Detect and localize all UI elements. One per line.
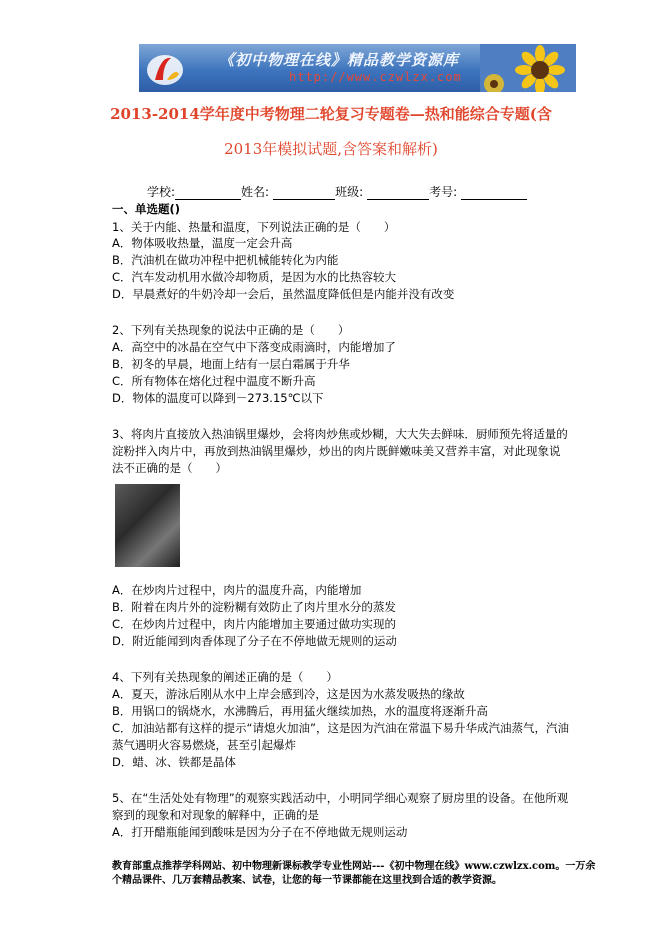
question-5-option-a: A．打开醋瓶能闻到酸味是因为分子在不停地做无规则运动 [112, 825, 408, 839]
question-3-option-d: D．附近能闻到肉香体现了分子在不停地做无规则的运动 [112, 634, 397, 648]
question-1-option-d: D．早晨煮好的牛奶冷却一会后，虽然温度降低但是内能并没有改变 [112, 287, 455, 301]
section-heading: 一、单选题() [112, 202, 181, 216]
banner-url[interactable]: http://www.czwlzx.com [289, 70, 462, 84]
question-5-stem-line2: 察到的现象和对现象的解释中，正确的是 [112, 808, 319, 822]
name-label: 姓名: [241, 185, 270, 199]
question-4-option-b: B．用锅口的锅烧水，水沸腾后，再用猛火继续加热，水的温度将逐渐升高 [112, 704, 488, 718]
footer-line1: 教育部重点推荐学科网站、初中物理新课标教学专业性网站---《初中物理在线》www.czwlzx.com。一万余 [112, 861, 596, 872]
sunflower-icon [480, 44, 576, 92]
question-2-option-c: C．所有物体在熔化过程中温度不断升高 [112, 374, 316, 388]
question-2-option-a: A．高空中的冰晶在空气中下落变成雨滴时，内能增加了 [112, 340, 396, 354]
question-5-stem-line1: 5、在“生活处处有物理”的观察实践活动中，小明同学细心观察了厨房里的设备。在他所观 [112, 791, 569, 805]
site-logo-icon [145, 50, 185, 88]
question-4-option-c: C．加油站都有这样的提示“请熄火加油”，这是因为汽油在常温下易升华成汽油蒸气，汽油 [112, 721, 569, 735]
question-1-option-c: C．汽车发动机用水做冷却物质，是因为水的比热容较大 [112, 270, 397, 284]
banner-title: 《初中物理在线》精品教学资源库 [219, 51, 460, 69]
question-3-option-b: B．附着在肉片外的淀粉糊有效防止了肉片里水分的蒸发 [112, 600, 396, 614]
question-4-stem: 4、下列有关热现象的阐述正确的是（ ） [112, 670, 338, 684]
footer-line2: 个精品课件、几万套精品教案、试卷，让您的每一节课都能在这里找到合适的教学资源。 [112, 875, 502, 886]
student-info-line [147, 183, 527, 200]
exam-no-field[interactable] [461, 187, 527, 200]
cooking-photo [115, 484, 180, 567]
doc-title-line2: 2013年模拟试题,含答案和解析) [224, 140, 438, 158]
question-2-option-b: B．初冬的早晨，地面上结有一层白霜属于升华 [112, 357, 350, 371]
question-3-option-a: A．在炒肉片过程中，肉片的温度升高，内能增加 [112, 583, 362, 597]
class-field[interactable] [367, 187, 429, 200]
question-4-option-c-cont: 蒸气遇明火容易燃烧，甚至引起爆炸 [112, 738, 296, 752]
question-2-option-d: D．物体的温度可以降到－273.15℃以下 [112, 391, 324, 405]
question-3-stem-line3: 法不正确的是（ ） [112, 461, 227, 475]
class-label: 班级: [335, 185, 364, 199]
school-label: 学校: [147, 185, 176, 199]
question-1-option-b: B．汽油机在做功冲程中把机械能转化为内能 [112, 253, 339, 267]
site-banner [139, 44, 576, 92]
question-2-stem: 2、下列有关热现象的说法中正确的是（ ） [112, 323, 350, 337]
question-4-option-d: D．蜡、冰、铁都是晶体 [112, 755, 236, 769]
question-1-option-a: A．物体吸收热量，温度一定会升高 [112, 236, 293, 250]
question-3-stem-line1: 3、将肉片直接放入热油锅里爆炒，会将肉炒焦或炒糊，大大失去鲜味．厨师预先将适量的 [112, 427, 568, 441]
question-1-stem: 1、关于内能、热量和温度，下列说法正确的是（ ） [112, 220, 396, 234]
name-field[interactable] [273, 187, 335, 200]
question-3-option-c: C．在炒肉片过程中，肉片内能增加主要通过做功实现的 [112, 617, 397, 631]
doc-title-line1: 2013-2014学年度中考物理二轮复习专题卷—热和能综合专题(含 [110, 105, 552, 123]
question-4-option-a: A．夏天，游泳后刚从水中上岸会感到冷，这是因为水蒸发吸热的缘故 [112, 687, 465, 701]
question-3-stem-line2: 淀粉拌入肉片中，再放到热油锅里爆炒，炒出的肉片既鲜嫩味美又营养丰富，对此现象说 [112, 444, 561, 458]
exam-no-label: 考号: [429, 185, 458, 199]
school-field[interactable] [175, 187, 241, 200]
